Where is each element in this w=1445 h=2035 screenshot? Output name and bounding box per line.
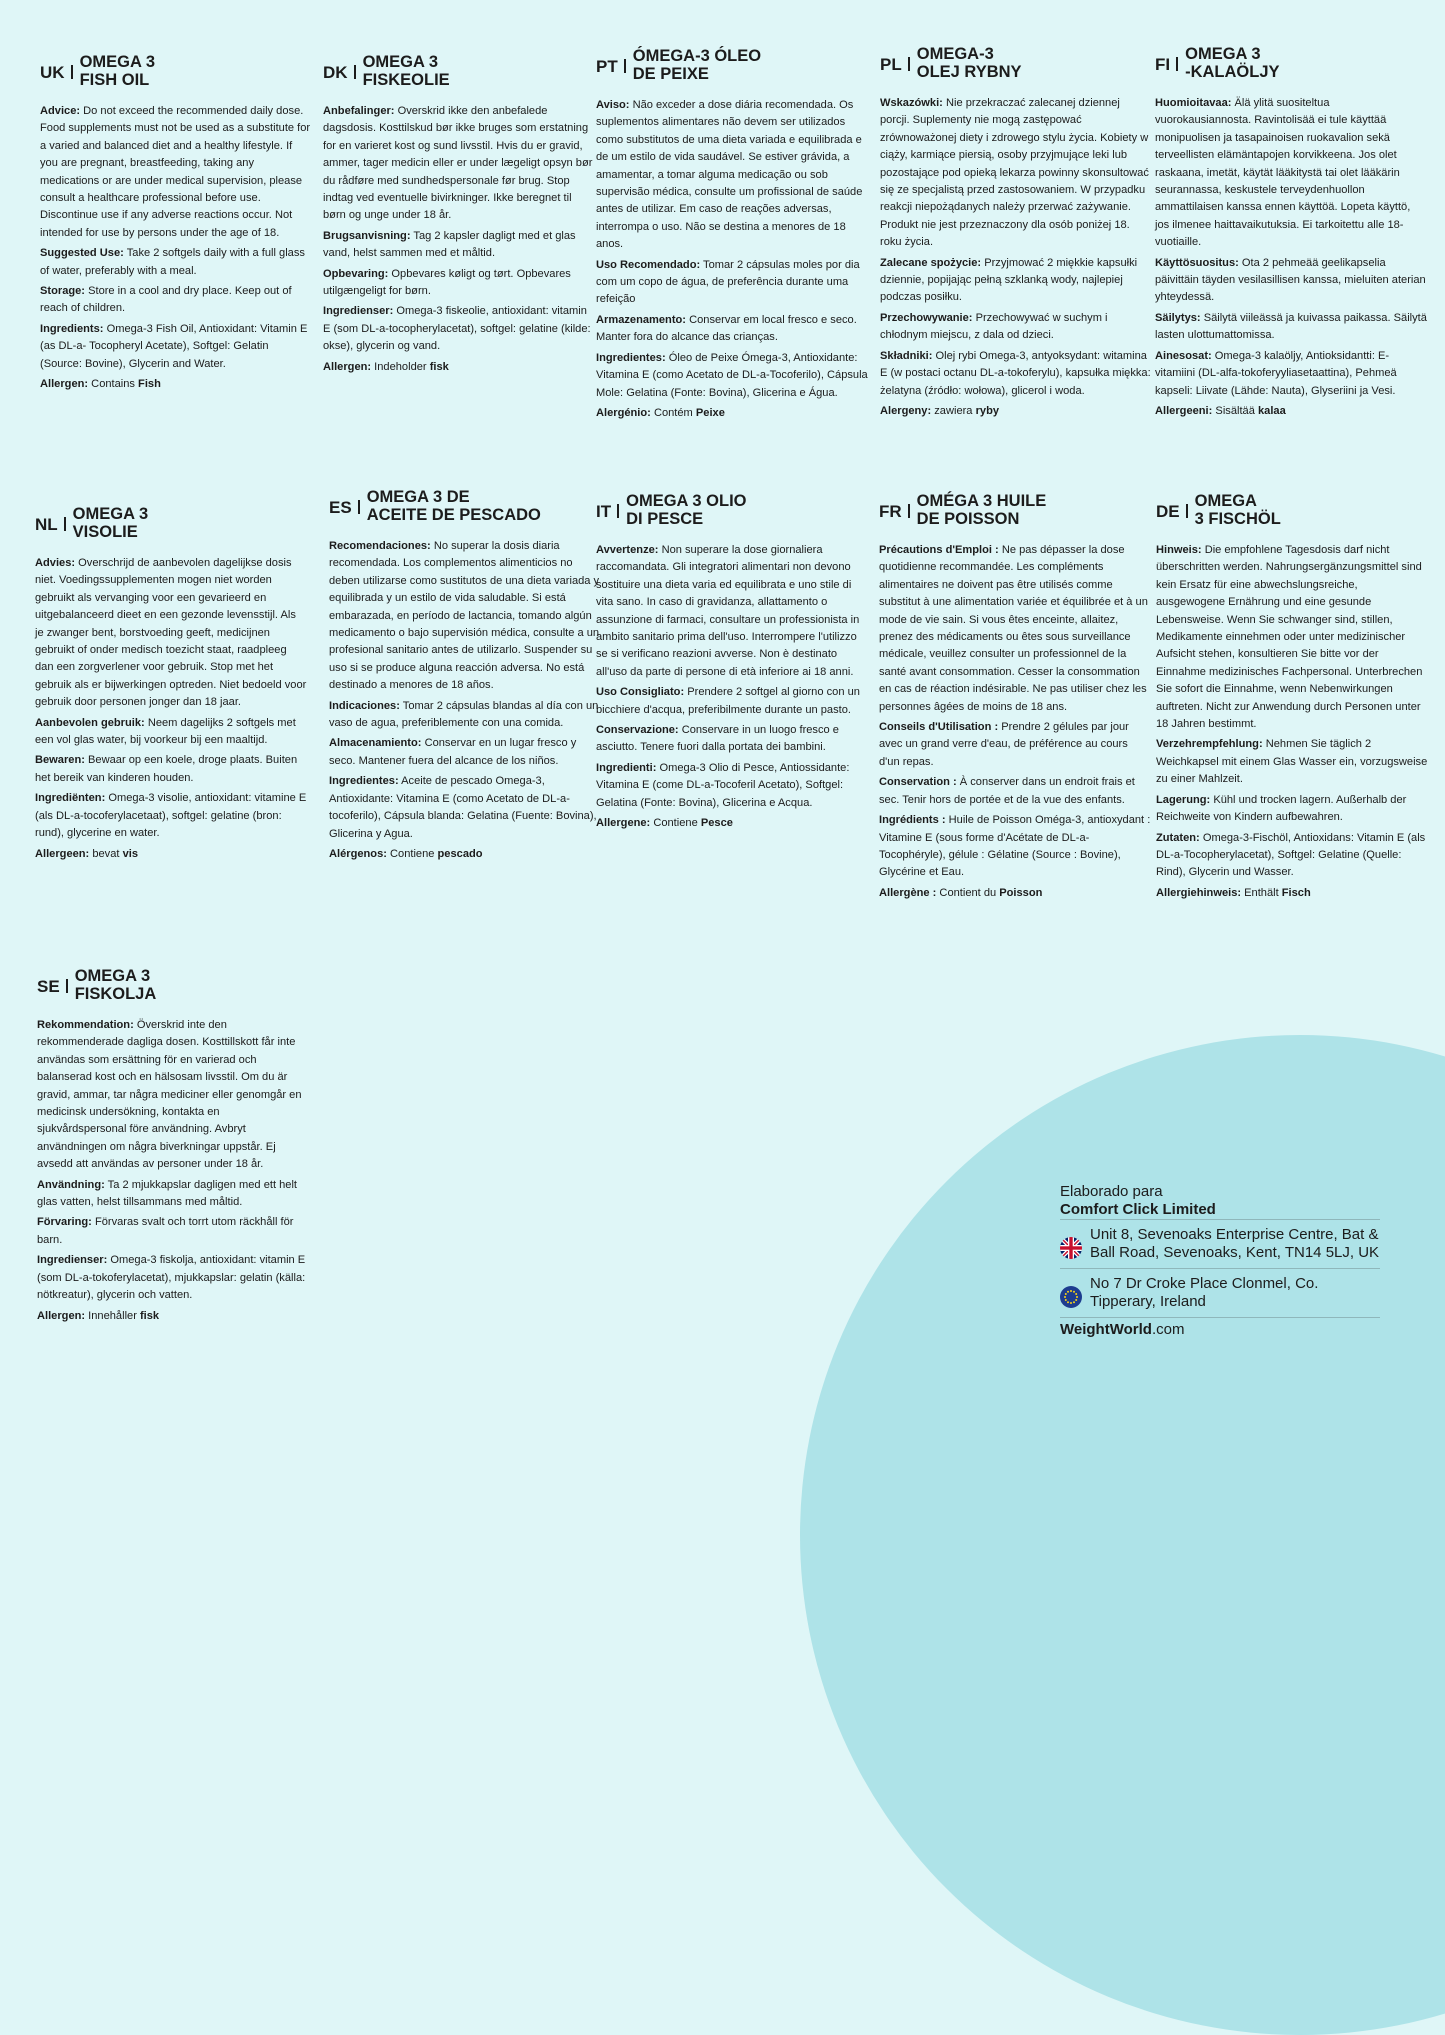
info-section (879, 812, 1151, 882)
info-section (880, 255, 1152, 307)
section-text: Nehmen Sie täglich 2 Weichkapsel mit einem Glas Wasser ein, vorzugsweise zu einer Mahlzeit. (1156, 738, 1428, 786)
section-label: Allergène : (879, 886, 937, 899)
block-header (40, 54, 312, 89)
info-section (37, 1017, 309, 1174)
block-title (75, 968, 157, 1003)
section-label: Armazenamento: (596, 313, 687, 326)
info-section (40, 376, 312, 393)
block-header (1155, 46, 1427, 81)
section-text: Prendere 2 softgel al giorno con un bicchiere d'acqua, preferibilmente durante un pasto. (596, 686, 860, 716)
section-label: Ainesosat: (1155, 349, 1212, 362)
info-section (596, 350, 868, 402)
title-line: DE POISSON (916, 509, 1020, 528)
title-line: FISH OIL (79, 70, 150, 89)
info-section (37, 1308, 309, 1325)
divider (1176, 57, 1178, 71)
info-section (40, 321, 312, 373)
info-section (1156, 542, 1428, 733)
allergen-name: Poisson (999, 886, 1043, 899)
block-header (1156, 493, 1428, 528)
eu-address: No 7 Dr Croke Place Clonmel, Co. Tipperary, Ireland (1090, 1275, 1319, 1310)
section-text: Die empfohlene Tagesdosis darf nicht überschritten werden. Nahrungsergänzungsmittel sind kein Ersatz für eine abwechslungsreiche, ausgewogene Ernährung und eine gesunde Lebensweise. Wenn Sie schwanger sind, stillen, Medikamente einnehmen oder unter medizinischer Aufsicht stehen, konsultieren Sie bitte vor der Einnahme medizinisches Fachpersonal. Unterbrechen Sie sofort die Einnahme, wenn Nebenwirkungen auftreten. Nicht zur Anwendung durch Personen unter 18 Jahren bestimmt. (1156, 544, 1423, 731)
section-label: Aviso: (596, 99, 630, 111)
section-label: Ingredienser: (37, 1254, 108, 1267)
section-label: Anbefalinger: (323, 105, 395, 117)
section-label: Hinweis: (1156, 544, 1202, 556)
section-label: Składniki: (880, 349, 933, 362)
section-text: Contiene (386, 847, 438, 860)
section-text: Przyjmować 2 miękkie kapsułki dziennie, popijając pełną szklanką wody, najlepiej podczas posiłku. (880, 256, 1138, 304)
section-text: Ota 2 pehmeää geelikapselia päivittäin täyden vesilasillisen kanssa, mieluiten aterian yhteydessä. (1155, 256, 1426, 304)
section-text: Omega-3 Fish Oil, Antioxidant: Vitamin E (as DL-a- Tocopheryl Acetate), Softgel: Gelatin (Source: Bovine), Glycerin and Water. (40, 322, 308, 370)
info-section (329, 698, 601, 733)
section-text: Óleo de Peixe Ómega-3, Antioxidante: Vitamina E (como Acetato de DL-a-Tocoferilo), Cápsula Mole: Gelatina (Fonte: Bovina), Glicerina e Água. (596, 351, 868, 399)
section-label: Indicaciones: (329, 699, 400, 712)
block-header (879, 493, 1151, 528)
label-block-de (1156, 493, 1428, 905)
allergen-name: Peixe (695, 406, 725, 419)
section-text: Overschrijd de aanbevolen dagelijkse dosis niet. Voedingssupplementen mogen niet worden gebruikt als vervanging voor een gevarieerd en uitgebalanceerd dieet en een gezonde levensstijl. Als je zwanger bent, borstvoeding geeft, medicijnen gebruikt of onder medisch toezicht staat, raadpleeg dan een zorgverlener voor gebruik. Stop met het gebruik als er bijwerkingen optreden. Niet bedoeld voor gebruik door personen jonger dan 18 jaar. (35, 557, 307, 709)
section-text: Contém (650, 406, 696, 419)
section-text: Contains (88, 378, 139, 391)
title-line: OMEGA 3 (362, 53, 439, 71)
info-section (1155, 403, 1427, 420)
section-text: Olej rybi Omega-3, antyoksydant: witamina E (w postaci octanu DL-a-tokoferylu), kapsułka miękka: żelatyna (źródło: wołowa), glicerol i woda. (880, 349, 1151, 397)
website-brand: WeightWorld (1060, 1321, 1152, 1338)
block-header (596, 48, 868, 83)
section-label: Ingredienser: (323, 305, 394, 318)
section-text: Prendre 2 gélules par jour avec un grand verre d'eau, de préférence au cours d'un repas. (879, 721, 1129, 768)
allergen-name: ryby (975, 404, 1000, 417)
allergen-name: fisk (139, 1309, 160, 1322)
title-line: FISKEOLIE (362, 70, 450, 89)
section-text: Omega-3 kalaöljy, Antioksidantti: E-vitamiini (DL-alfa-tokoferyyliasetaattina), Pehmeä kapseli: Liivate (Lähde: Nauta), Glyseriini ja Vesi. (1155, 349, 1397, 397)
title-line: OMEGA-3 (916, 45, 994, 63)
title-line: OLEJ RYBNY (916, 62, 1022, 81)
country-code: FR (879, 502, 902, 521)
info-section (596, 815, 868, 832)
section-label: Alergénio: (596, 406, 651, 419)
section-text: Säilytä viileässä ja kuivassa paikassa. Säilytä lasten ulottumattomissa. (1155, 311, 1427, 342)
info-section (1156, 830, 1428, 882)
country-code: DE (1156, 502, 1180, 521)
section-label: Uso Consigliato: (596, 686, 685, 699)
info-section (323, 266, 595, 301)
section-text: Omega-3 Olio di Pesce, Antiossidante: Vitamina E (come DL-a-Tocoferil Acetato), Softgel: Gelatina (Fonte: Bovina), Glicerina e Acqua. (596, 761, 850, 809)
section-text: zawiera (931, 404, 976, 417)
info-section (1155, 310, 1427, 345)
info-section (323, 103, 595, 225)
section-label: Recomendaciones: (329, 540, 431, 552)
section-label: Bewaren: (35, 754, 85, 767)
title-line: OMEGA 3 DE (366, 488, 470, 506)
block-title (367, 489, 541, 524)
block-title (917, 493, 1047, 528)
title-line: DE PEIXE (632, 64, 709, 83)
section-text: Enthält (1241, 886, 1282, 899)
title-line: OMEGA 3 (79, 53, 156, 71)
section-text: Contiene (650, 817, 701, 830)
info-section (329, 538, 601, 695)
info-section (879, 774, 1151, 809)
section-text: Innehåller (85, 1309, 140, 1322)
section-label: Ingredientes: (329, 775, 399, 788)
section-label: Przechowywanie: (880, 311, 973, 324)
title-line: ÓMEGA-3 ÓLEO (632, 47, 762, 65)
section-label: Ingredienti: (596, 761, 657, 774)
section-label: Aanbevolen gebruik: (35, 716, 145, 729)
divider (71, 65, 73, 79)
block-header (37, 968, 309, 1003)
section-text: Take 2 softgels daily with a full glass of water, preferably with a meal. (40, 247, 305, 277)
info-section (323, 359, 595, 376)
info-section (35, 715, 307, 750)
uk-flag-icon (1060, 1237, 1082, 1259)
section-label: Avvertenze: (596, 544, 659, 556)
country-code: SE (37, 977, 60, 996)
divider (908, 57, 910, 71)
divider (64, 517, 66, 531)
section-label: Säilytys: (1155, 311, 1201, 324)
label-block-dk (323, 54, 595, 379)
eu-address-row (1060, 1268, 1380, 1317)
made-for-text: Elaborado para (1060, 1183, 1163, 1200)
country-code: PL (880, 55, 902, 74)
section-label: Ingrédients : (879, 814, 946, 827)
section-label: Ingrediënten: (35, 792, 106, 805)
title-line: OMEGA 3 (74, 967, 151, 985)
section-label: Zutaten: (1156, 831, 1200, 844)
info-section (40, 283, 312, 318)
section-label: Allergen: (323, 360, 372, 373)
info-section (596, 760, 868, 812)
block-title (1195, 493, 1281, 528)
section-text: Förvaras svalt och torrt utom räckhåll för barn. (37, 1216, 294, 1246)
info-section (596, 312, 868, 347)
section-text: Kühl und trocken lagern. Außerhalb der Reichweite von Kindern aufbewahren. (1156, 793, 1407, 824)
info-section (880, 348, 1152, 400)
block-title (363, 54, 450, 89)
label-block-nl (35, 506, 307, 866)
label-block-es (329, 489, 601, 866)
info-section (329, 773, 601, 843)
section-label: Rekommendation: (37, 1019, 134, 1031)
country-code: PT (596, 57, 618, 76)
section-text: Nie przekraczać zalecanej dziennej porcji. Suplementy nie mogą zastępować zrównoważonej diety i zdrowego stylu życia. Kobiety w ciąży, karmiące piersią, osoby przyjmujące leki lub pozostające pod opieką lekarza powinny skonsultować się ze specjalistą przed zastosowaniem. W przypadku reakcji niepożądanych należy przerwać zażywanie. Produkt nie jest przeznaczony dla osób poniżej 18. roku życia. (880, 97, 1149, 249)
block-title (633, 48, 761, 83)
info-section (37, 1177, 309, 1212)
section-label: Verzehrempfehlung: (1156, 738, 1263, 751)
uk-address: Unit 8, Sevenoaks Enterprise Centre, Bat & Ball Road, Sevenoaks, Kent, TN14 5LJ, UK (1090, 1226, 1380, 1261)
info-section (1156, 736, 1428, 788)
title-line: -KALAÖLJY (1185, 62, 1280, 81)
label-block-pt (596, 48, 868, 425)
info-section (1155, 348, 1427, 400)
section-label: Conservation : (879, 776, 957, 789)
title-line: OMEGA 3 (1185, 45, 1261, 63)
info-section (880, 310, 1152, 345)
section-label: Lagerung: (1156, 793, 1211, 806)
info-section (879, 885, 1151, 902)
section-label: Allergen: (37, 1309, 86, 1322)
manufacturer-footer (1060, 1183, 1380, 1338)
section-label: Conseils d'Utilisation : (879, 721, 999, 734)
allergen-name: pescado (437, 847, 483, 860)
section-label: Ingredientes: (596, 351, 666, 364)
section-text: Tomar 2 cápsulas blandas al día con un vaso de agua, preferiblemente con una comida. (329, 699, 599, 730)
section-label: Opbevaring: (323, 267, 389, 280)
section-label: Käyttösuositus: (1155, 256, 1239, 269)
info-section (323, 228, 595, 263)
section-text: Överskrid inte den rekommenderade dagliga dosen. Kosttillskott får inte användas som ersättning för en varierad och balanserad kost och en hälsosam livsstil. Om du är gravid, ammar, tar några mediciner eller genomgår en medicinsk undersökning, kontakta en sjukvårdspersonal före användning. Avbryt användningen om några biverkningar uppstår. Ej avsedd att användas av personer under 18 år. (37, 1019, 302, 1171)
block-title (80, 54, 155, 89)
section-text: Store in a cool and dry place. Keep out of reach of children. (40, 285, 292, 315)
info-section (40, 103, 312, 242)
info-section (879, 719, 1151, 771)
country-code: NL (35, 515, 58, 534)
section-label: Zalecane spożycie: (880, 256, 982, 269)
info-section (596, 257, 868, 309)
section-text: Tomar 2 cápsulas moles por dia com um copo de água, de preferência durante uma refeição (596, 258, 860, 306)
country-code: IT (596, 502, 612, 521)
section-text: Do not exceed the recommended daily dose. Food supplements must not be used as a substitute for a varied and balanced diet and a healthy lifestyle. If you are pregnant, breastfeeding, taking any medications or are under medical supervision, please consult a healthcare professional before use. Discontinue use if any adverse reactions occur. Not intended for use by persons under the age of 18. (40, 105, 311, 239)
info-section (37, 1214, 309, 1249)
info-section (596, 722, 868, 757)
title-line: DI PESCE (626, 509, 704, 528)
section-text: Tag 2 kapsler dagligt med et glas vand, helst sammen med et måltid. (323, 229, 576, 260)
section-text: Sisältää (1212, 404, 1258, 417)
section-text: Huile de Poisson Oméga-3, antioxydant : Vitamine E (sous forme d'Acétate de DL-a-Tocophéryle), gélule : Gélatine (Source : Bovine), Glycérine et Eau. (879, 814, 1151, 879)
divider (624, 59, 626, 73)
section-label: Wskazówki: (880, 97, 943, 109)
info-section (596, 97, 868, 254)
info-section (323, 303, 595, 355)
website-link[interactable] (1060, 1317, 1380, 1338)
label-block-se (37, 968, 309, 1328)
label-block-fi (1155, 46, 1427, 423)
label-block-fr (879, 493, 1151, 905)
section-label: Conservazione: (596, 724, 679, 737)
allergen-name: Fisch (1281, 886, 1311, 899)
label-block-uk (40, 54, 312, 397)
section-label: Advice: (40, 105, 81, 117)
company-name: Comfort Click Limited (1060, 1201, 1216, 1218)
section-label: Allergeeni: (1155, 404, 1213, 417)
info-section (35, 790, 307, 842)
section-text: Contient du (936, 886, 1000, 899)
allergen-name: Fish (138, 378, 161, 391)
title-line: 3 FISCHÖL (1194, 509, 1281, 528)
block-header (596, 493, 868, 528)
section-label: Brugsanvisning: (323, 229, 411, 242)
section-text: Conservar en un lugar fresco y seco. Mantener fuera del alcance de los niños. (329, 737, 577, 767)
info-section (1156, 885, 1428, 902)
info-section (879, 542, 1151, 716)
block-header (329, 489, 601, 524)
section-label: Förvaring: (37, 1216, 92, 1229)
section-text: Conservare in un luogo fresco e asciutto. Tenere fuori dalla portata dei bambini. (596, 724, 839, 754)
info-section (1155, 95, 1427, 252)
section-text: Omega-3 fiskolja, antioxidant: vitamin E (som DL-a-tokoferylacetat), mjukkapslar: gelatin (källa: nötkreatur), glycerin och vatten. (37, 1254, 306, 1302)
block-header (35, 506, 307, 541)
section-text: Opbevares køligt og tørt. Opbevares utilgængeligt for børn. (323, 267, 571, 298)
block-header (880, 46, 1152, 81)
section-text: Neem dagelijks 2 softgels met een vol glas water, bij voorkeur bij een maaltijd. (35, 716, 296, 747)
section-label: Précautions d'Emploi : (879, 544, 999, 556)
divider (617, 504, 619, 518)
section-label: Allergen: (40, 378, 89, 391)
website-domain: .com (1151, 1321, 1185, 1338)
info-section (880, 403, 1152, 420)
divider (908, 504, 910, 518)
info-section (329, 846, 601, 863)
block-title (1185, 46, 1279, 81)
section-text: Bewaar op een koele, droge plaats. Buiten het bereik van kinderen houden. (35, 754, 298, 784)
section-label: Almacenamiento: (329, 737, 422, 750)
info-section (596, 542, 868, 681)
info-section (880, 95, 1152, 252)
section-label: Uso Recomendado: (596, 258, 701, 271)
section-label: Allergeen: (35, 847, 90, 860)
section-text: Overskrid ikke den anbefalede dagsdosis. Kosttilskud bør ikke bruges som erstatning for en varieret kost og sund livsstil. Hvis du er gravid, ammer, tager medicin eller er under lægeligt opsyn bør du rådføre med sundhedspersonale før brug. Stop indtag ved eventuelle bivirkninger. Ikke beregnet til børn og unge under 18 år. (323, 105, 593, 222)
allergen-name: vis (122, 847, 138, 860)
section-text: Ta 2 mjukkapslar dagligen med ett helt glas vatten, helst tillsammans med måltid. (37, 1178, 297, 1209)
section-text: Omega-3 fiskeolie, antioxidant: vitamin E (som DL-a-tocopherylacetat), softgel: gelatine (kilde: okse), glycerin og vand. (323, 305, 591, 353)
country-code: UK (40, 63, 65, 82)
title-line: OMEGA 3 OLIO (626, 492, 747, 510)
section-label: Alérgenos: (329, 847, 387, 860)
info-section (596, 405, 868, 422)
info-section (35, 555, 307, 712)
section-label: Användning: (37, 1178, 105, 1191)
info-section (37, 1252, 309, 1304)
section-label: Alergeny: (880, 404, 932, 417)
label-block-it (596, 493, 868, 836)
info-section (1155, 255, 1427, 307)
block-title (626, 493, 746, 528)
country-code: ES (329, 498, 352, 517)
allergen-name: kalaa (1257, 404, 1286, 417)
eu-flag-icon (1060, 1286, 1082, 1308)
info-section (35, 752, 307, 787)
title-line: OMEGA (1194, 492, 1257, 510)
section-text: bevat (89, 847, 123, 860)
section-text: No superar la dosis diaria recomendada. Los complementos alimenticios no deben utilizarse como sustitutos de una dieta variada y equilibrada y un estilo de vida saludable. Si está embarazada, en período de lactancia, tomando algún medicamento o bajo supervisión médica, consulte a un profesional sanitario antes de utilizarlo. Suspender su uso si se produce alguna reacción adversa. No está destinado a menores de 18 años. (329, 540, 600, 692)
country-code: FI (1155, 55, 1171, 74)
block-header (323, 54, 595, 89)
info-section (1156, 792, 1428, 827)
divider (66, 979, 68, 993)
title-line: ACEITE DE PESCADO (366, 505, 541, 524)
section-label: Allergiehinweis: (1156, 886, 1242, 899)
block-title (73, 506, 148, 541)
section-text: Conservar em local fresco e seco. Manter fora do alcance das crianças. (596, 313, 857, 344)
label-block-pl (880, 46, 1152, 423)
section-text: Não exceder a dose diária recomendada. Os suplementos alimentares não devem ser utilizados como substitutos de uma dieta variada e equilibrada e de um estilo de vida saudável. Se estiver grávida, a amamentar, a tomar alguma medicação ou sob supervisão médica, consulte um profissional de saúde antes de utilizar. Em caso de reações adversas, interrompa o uso. Não se destina a menores de 18 anos. (596, 99, 863, 251)
block-title (917, 46, 1022, 81)
section-label: Allergene: (596, 817, 651, 830)
section-text: Przechowywać w suchym i chłodnym miejscu, z dala od dzieci. (880, 311, 1108, 342)
info-section (35, 846, 307, 863)
section-text: À conserver dans un endroit frais et sec. Tenir hors de portée et de la vue des enfants. (879, 776, 1135, 806)
info-section (329, 735, 601, 770)
section-text: Aceite de pescado Omega-3, Antioxidante: Vitamina E (como Acetato de DL-a-tocoferilo), Cápsula blanda: Gelatina (Fuente: Bovina), Glicerina y Agua. (329, 775, 597, 840)
divider (358, 500, 360, 514)
section-text: Omega-3 visolie, antioxidant: vitamine E (als DL-a-tocoferylacetaat), softgel: gelatine (bron: rund), glycerine en water. (35, 792, 307, 840)
title-line: VISOLIE (72, 522, 138, 541)
divider (1186, 504, 1188, 518)
section-label: Huomioitavaa: (1155, 97, 1232, 109)
country-code: DK (323, 63, 348, 82)
allergen-name: Pesce (700, 817, 733, 830)
section-text: Älä ylitä suositeltua vuorokausiannosta. Ravintolisää ei tule käyttää monipuolisen ja tasapainoisen ruokavalion sekä terveellisten elämäntapojen korvikkeena. Jos olet raskaana, imetät, käytät lääkitystä tai olet lääkärin seurannassa, keskustele terveydenhuollon ammattilaisen kanssa ennen käyttöä. Lopeta käyttö, jos ilmenee haittavaikutuksia. Ei tarkoitettu alle 18-vuotiaille. (1155, 97, 1411, 249)
info-section (596, 684, 868, 719)
section-label: Advies: (35, 557, 76, 569)
title-line: FISKOLJA (74, 984, 157, 1003)
info-section (40, 245, 312, 280)
uk-address-row (1060, 1219, 1380, 1268)
section-label: Suggested Use: (40, 247, 124, 260)
section-text: Indeholder (371, 360, 430, 373)
section-label: Ingredients: (40, 322, 104, 335)
section-text: Non superare la dose giornaliera raccomandata. Gli integratori alimentari non devono sostituire una dieta varia ed equilibrata e uno stile di vita sano. In caso di gravidanza, allattamento o assunzione di farmaci, consultare un professionista in ambito sanitario prima dell'uso. Interrompere l'utilizzo se si verificano reazioni avverse. Non è destinato all'uso da parte di persone di età inferiore ai 18 anni. (596, 544, 860, 678)
section-text: Omega-3-Fischöl, Antioxidans: Vitamin E (als DL-a-Tocopherylacetat), Softgel: Gelatine (Quelle: Rind), Glycerin und Wasser. (1156, 831, 1426, 879)
divider (354, 65, 356, 79)
section-text: Ne pas dépasser la dose quotidienne recommandée. Les compléments alimentaires ne doivent pas être utilisés comme substitut à une alimentation variée et équilibrée et à un mode de vie sain. Si vous êtes enceinte, allaitez, prenez des médicaments ou êtes sous surveillance médicale, veuillez consulter un professionnel de la santé avant consommation. Cesser la consommation en cas de réaction indésirable. Ne pas utiliser chez les personnes âgées de moins de 18 ans. (879, 544, 1148, 713)
title-line: OMEGA 3 (72, 505, 149, 523)
section-label: Storage: (40, 285, 85, 298)
allergen-name: fisk (429, 360, 449, 373)
title-line: OMÉGA 3 HUILE (916, 492, 1047, 510)
